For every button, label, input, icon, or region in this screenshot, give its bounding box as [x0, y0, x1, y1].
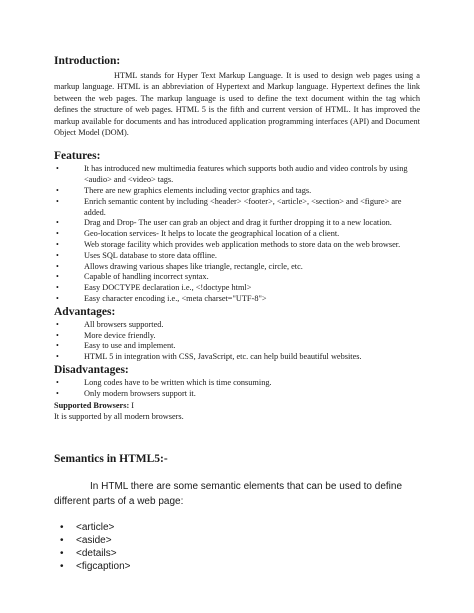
bullet-icon: • [56, 352, 59, 362]
bullet-icon: • [60, 547, 64, 559]
bullet-icon: • [56, 341, 59, 351]
features-heading: Features: [54, 150, 101, 163]
bullet-icon: • [60, 561, 64, 573]
list-item-text: Allows drawing various shapes like triangle, rectangle, circle, etc. [84, 261, 303, 271]
bullet-icon: • [56, 377, 59, 387]
list-item [54, 521, 420, 534]
semantics-heading: Semantics in HTML5:- [54, 452, 168, 465]
list-item-text: Easy DOCTYPE declaration i.e., <!doctype html> [84, 283, 252, 293]
semantic-elements-list [54, 521, 420, 574]
bullet-icon: • [56, 261, 59, 271]
bullet-icon: • [56, 196, 59, 206]
bullet-icon: • [56, 250, 59, 260]
list-item-text: Easy to use and implement. [84, 341, 176, 351]
list-item [54, 218, 420, 229]
list-item-text: Easy character encoding i.e., <meta charset="UTF-8"> [84, 294, 267, 303]
list-item [54, 547, 420, 560]
list-item-text: Uses SQL database to store data offline. [84, 250, 217, 260]
disadvantages-heading: Disadvantages: [54, 363, 129, 376]
list-item [54, 164, 420, 186]
list-item [54, 262, 420, 273]
semantics-paragraph [54, 479, 420, 509]
introduction-heading: Introduction: [54, 55, 121, 67]
list-item-text: Only modern browsers support it. [84, 388, 196, 398]
introduction-paragraph [54, 70, 420, 138]
list-item-text: <details> [76, 547, 117, 559]
bullet-icon: • [60, 521, 64, 533]
bullet-icon: • [60, 534, 64, 546]
list-item [54, 272, 420, 283]
advantages-list [54, 320, 420, 363]
list-item-text: <aside> [76, 534, 112, 546]
semantics-text: In HTML there are some semantic elements that can be used to define different parts of a web page: [54, 480, 403, 507]
advantages-heading: Advantages: [54, 305, 116, 318]
list-item [54, 320, 420, 331]
list-item-text: All browsers supported. [84, 319, 164, 329]
supported-browsers-line [54, 400, 420, 411]
list-item-text: Long codes have to be written which is time consuming. [84, 377, 272, 387]
bullet-icon: • [56, 330, 59, 340]
list-item [54, 534, 420, 547]
introduction-text: HTML stands for Hyper Text Markup Language. It is used to design web pages using a markup language. HTML is an abbreviation of Hypertext and Markup language. Hypertext defines the link between the web pages. The markup language is used to define the text document within the tag which defines the structure of web pages. HTML 5 is the fifth and current version of HTML. It has improved the markup available for documents and has introduced application programming interfaces (API) and Document Object Model (DOM). [54, 71, 420, 138]
bullet-icon: • [56, 283, 59, 293]
list-item [54, 389, 420, 400]
list-item [54, 331, 420, 342]
list-item-text: There are new graphics elements including vector graphics and tags. [84, 186, 312, 196]
bullet-icon: • [56, 240, 59, 250]
list-item-text: It has introduced new multimedia features which supports both audio and video controls by using <audio> and <video> tags. [84, 164, 408, 185]
list-item [54, 251, 420, 262]
list-item [54, 283, 420, 294]
list-item [54, 240, 420, 251]
disadvantages-list [54, 378, 420, 400]
bullet-icon: • [56, 186, 59, 196]
bullet-icon: • [56, 388, 59, 398]
list-item-text: <figcaption> [76, 561, 131, 573]
list-item [54, 352, 420, 363]
bullet-icon: • [56, 319, 59, 329]
bullet-icon: • [56, 218, 59, 228]
features-list [54, 164, 420, 304]
list-item [54, 197, 420, 219]
list-item [54, 560, 420, 573]
supported-browsers-text: It is supported by all modern browsers. [54, 411, 184, 421]
list-item-text: Geo-location services- It helps to locate the geographical location of a client. [84, 229, 340, 239]
list-item [54, 186, 420, 197]
list-item-text: Enrich semantic content by including <header> <footer>, <article>, <section> and <figure> are added. [84, 196, 402, 217]
list-item [54, 378, 420, 389]
list-item-text: Capable of handling incorrect syntax. [84, 272, 209, 282]
list-item-text: Drag and Drop- The user can grab an object and drag it further dropping it to a new location. [84, 218, 392, 228]
bullet-icon: • [56, 229, 59, 239]
list-item [54, 341, 420, 352]
bullet-icon: • [56, 294, 59, 303]
list-item-text: More device friendly. [84, 330, 156, 340]
list-item [54, 229, 420, 240]
list-item-text: HTML 5 in integration with CSS, JavaScript, etc. can help build beautiful websites. [84, 352, 362, 362]
bullet-icon: • [56, 164, 59, 174]
list-item-text: <article> [76, 521, 115, 533]
bullet-icon: • [56, 272, 59, 282]
list-item-text: Web storage facility which provides web application methods to store data on the web browser. [84, 240, 401, 250]
list-item [54, 294, 420, 305]
supported-browsers-label: Supported Browsers: [54, 400, 130, 410]
supported-browsers-value: I [131, 400, 135, 410]
document-body [54, 54, 420, 573]
